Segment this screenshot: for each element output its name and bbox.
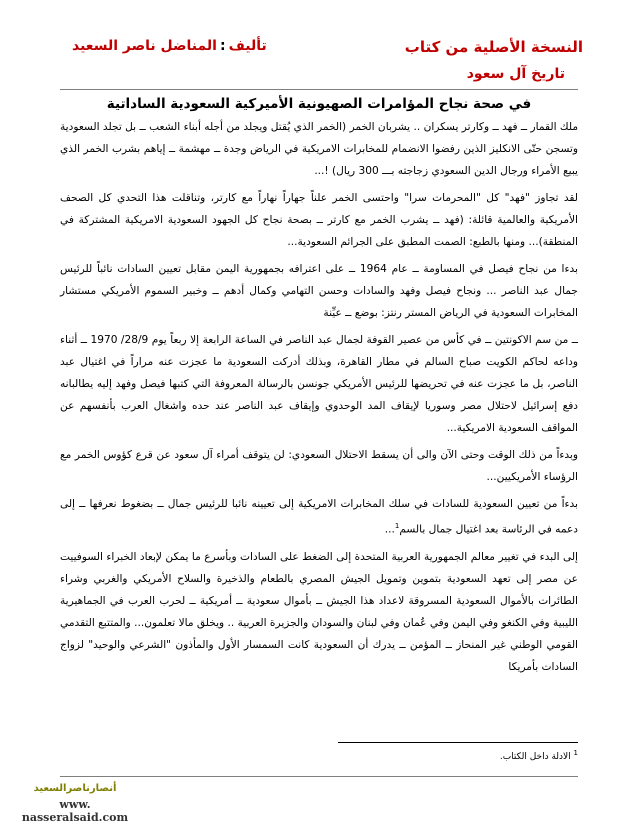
- footnote-divider: [338, 742, 578, 743]
- paragraph: إلى البدء في تغيير معالم الجمهورية العربية المتحدة إلى الضغط على السادات وبأسرع ما يمكن لإبعاد الخبراء السوفييت عن مصر إلى تعهد السعودية بتموين وتمويل الجيش المصري بالطعام والذخيرة والسلاح الأمريكي والغربي وشراء الطائرات بالأموال السعودية المسروقة لاعداد هذا الجيش ــ بأموال سعودية ــ أمريكية ــ لحرب العرب في الجماهيرية الليبية وفي الكنغو وفي اليمن وفي عُمان وفي لبنان والسودان والجزيرة العربية .. ويخلق مالا تعلمون... والمتتبع التقدمي القومي الوطني غير المنحاز ــ المؤمن ــ يدرك أن السعودية كانت السمسار الأول والمأذون "الشرعي والوحيد" لزواج السادات بأمريكا: [60, 550, 578, 673]
- author-block: [72, 38, 267, 54]
- site-brand: [5, 783, 145, 824]
- book-line: النسخة الأصلية من كتاب: [404, 38, 583, 56]
- footnote-ref[interactable]: 1: [394, 522, 400, 530]
- page-title: في صحة نجاح المؤامرات الصهيونية الأميركية السعودية الساداتية: [106, 96, 532, 112]
- author-name: المناضل ناصر السعيد: [72, 38, 217, 54]
- paragraph-with-footnote: [60, 493, 578, 541]
- author-separator: :: [219, 38, 226, 54]
- paragraph: بدءا من نجاح فيصل في المساومة ــ عام 1964 ــ على اعترافه بجمهورية اليمن مقابل تعيين السادات نائباً للرئيس جمال عبد الناصر ... ونجاح فيصل وفهد والسادات وحسن التهامي وكمال أدهم ــ وخبير السموم الأمريكي مستشار المخابرات السعودية في الرياض المستر رنتز: بوضع ــ عيِّنة: [60, 263, 578, 319]
- footer-divider: [60, 776, 578, 777]
- paragraph: ــ من سم الاكونتين ــ في كأس من عصير القوفة لجمال عبد الناصر في الساعة الرابعة إلا ربعاً يوم 28/9/ 1970 ــ أثناء وداعه لحاكم الكويت صباح السالم في مطار القاهرة، وبذلك أدركت السعودية ما عجزت عنه مراراً في اغتيال عبد الناصر، بل ما عجزت عنه في تحريضها للرئيس الأمريكي جونسن بالرسالة المعروفة التي كتبها فيصل وفهد إليه يطالبانه دفع إسرائيل لاحتلال مصر وسوريا لإيقاف المد الوحدوي وإيقاف عبد الناصر عند حده واشغال العرب بأنفسهم عن المواقف السعودية الامريكية...: [60, 334, 578, 434]
- page-header: [0, 0, 638, 90]
- paragraph-tail: ...: [384, 523, 395, 536]
- header-divider: [60, 89, 578, 90]
- site-url-link[interactable]: www. nasseralsaid.com: [21, 798, 129, 824]
- paragraph: وبدءاً من ذلك الوقت وحتى الآن والى أن يسقط الاحتلال السعودي: لن يتوقف أمراء آل سعود عن قرع كؤوس الخمر مع الرؤساء الأمريكيين...: [60, 449, 578, 483]
- footnote-text: الادلة داخل الكتاب.: [499, 752, 571, 762]
- author-label: تأليف: [228, 38, 267, 54]
- footnote-number: 1: [573, 749, 578, 757]
- paragraph-text: بدءاً من تعيين السعودية للسادات في سلك المخابرات الامريكية إلى تعيينه نائبا للرئيس جمال ــ بضغوط نعرفها ــ إلى دعمه في الرئاسة بعد اغتيال جمال بالسم: [60, 498, 578, 536]
- paragraph: ملك القمار ــ فهد ــ وكارتر يسكران .. يشربان الخمر (الخمر الذي يُقتل ويجلد من أجله أبناء الشعب ــ بل تجلد السعودية وتسجن حتّى الانكليز الذين رفضوا الانضمام للمخابرات الامريكية في الرياض وجدة ــ مهشمة ــ إياهم بشرب الخمر الذي يبيع الأمراء ورجال الدين السعودي زجاجته بـــ 300 ريال) !...: [60, 121, 578, 177]
- book-title: تاريخ آل سعود: [466, 66, 565, 82]
- footnote: [500, 749, 578, 762]
- paragraph: لقد تجاوز "فهد" كل "المحرمات سرا" واحتسى الخمر علناً جهاراً نهاراً مع كارتر، وتناقلت هذا التحدي كل الصحف الأمريكية والعالمية قائلة: (فهد ــ يشرب الخمر مع كارتر ــ بصحة نجاح كل الجهود السعودية الامريكية المشتركة في المنطقة)... ومنها بالطبع: الصمت المطبق على الجرائم السعودية...: [60, 192, 578, 248]
- brand-name: أنصارناصرالسعيد: [33, 783, 117, 794]
- book-title-block: [405, 38, 583, 82]
- body-text: [60, 116, 578, 683]
